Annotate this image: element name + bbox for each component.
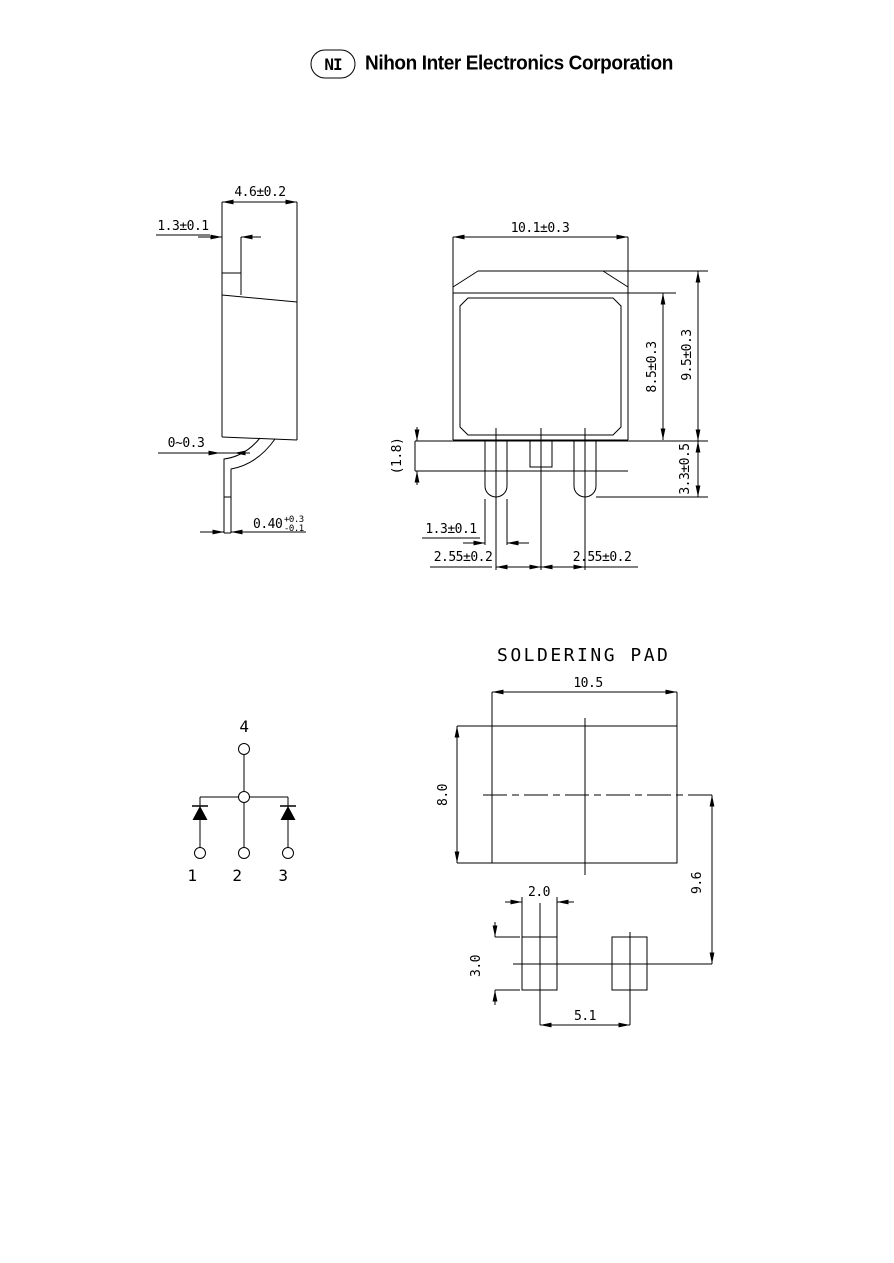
dim-tab-inset: 1.3±0.1 <box>157 219 209 234</box>
circuit-schematic <box>168 703 320 893</box>
package-front-view <box>392 192 872 592</box>
dim-flange-thickness: (1.8) <box>390 437 405 475</box>
header <box>308 46 673 82</box>
dim-pitch-right: 2.55±0.2 <box>572 550 632 565</box>
dim-lead-width: 1.3±0.1 <box>425 522 477 537</box>
pad-centerlines <box>483 718 712 1025</box>
dim-body-width: 4.6±0.2 <box>234 185 286 200</box>
dim-small-pad-pitch: 5.1 <box>574 1009 596 1024</box>
front-view-leads <box>485 428 596 570</box>
diode-right <box>280 806 296 820</box>
dim-lead-thickness: 0.40 <box>253 517 283 532</box>
dim-standoff: 0~0.3 <box>167 436 205 451</box>
pad-dimensions <box>436 676 712 1025</box>
pin-label-1: 1 <box>187 866 197 885</box>
side-view-outline <box>222 202 297 440</box>
dim-lead-thickness-upper: +0.3 <box>284 515 304 525</box>
ni-logo-icon <box>308 46 358 82</box>
dim-small-pad-height: 3.0 <box>469 955 484 977</box>
soldering-pad-figure <box>428 633 848 1043</box>
diode-left <box>192 806 208 820</box>
dim-overall-height: 9.5±0.3 <box>680 329 695 381</box>
front-view-dimensions <box>390 221 708 567</box>
pin-label-3: 3 <box>278 866 288 885</box>
front-view-outline <box>415 271 708 471</box>
pin-label-2: 2 <box>232 866 242 885</box>
package-side-view <box>148 178 328 558</box>
dim-small-pad-width: 2.0 <box>528 885 550 900</box>
pin-label-4: 4 <box>239 717 249 736</box>
dim-pad-plane-height: 8.0 <box>436 784 451 806</box>
dim-body-height: 8.5±0.3 <box>645 341 660 393</box>
dim-pad-plane-width: 10.5 <box>573 676 603 691</box>
dim-lead-length: 3.3±0.5 <box>678 443 693 495</box>
company-name: Nihon Inter Electronics Corporation <box>365 52 673 75</box>
pin-labels <box>187 717 287 885</box>
dim-body-width: 10.1±0.3 <box>510 221 570 236</box>
dim-center-offset: 9.6 <box>690 872 705 894</box>
logo-text: NI <box>324 55 342 74</box>
dim-pitch-left: 2.55±0.2 <box>433 550 493 565</box>
dim-lead-thickness-lower: -0.1 <box>284 524 304 534</box>
soldering-pad-title: SOLDERING PAD <box>497 645 671 666</box>
